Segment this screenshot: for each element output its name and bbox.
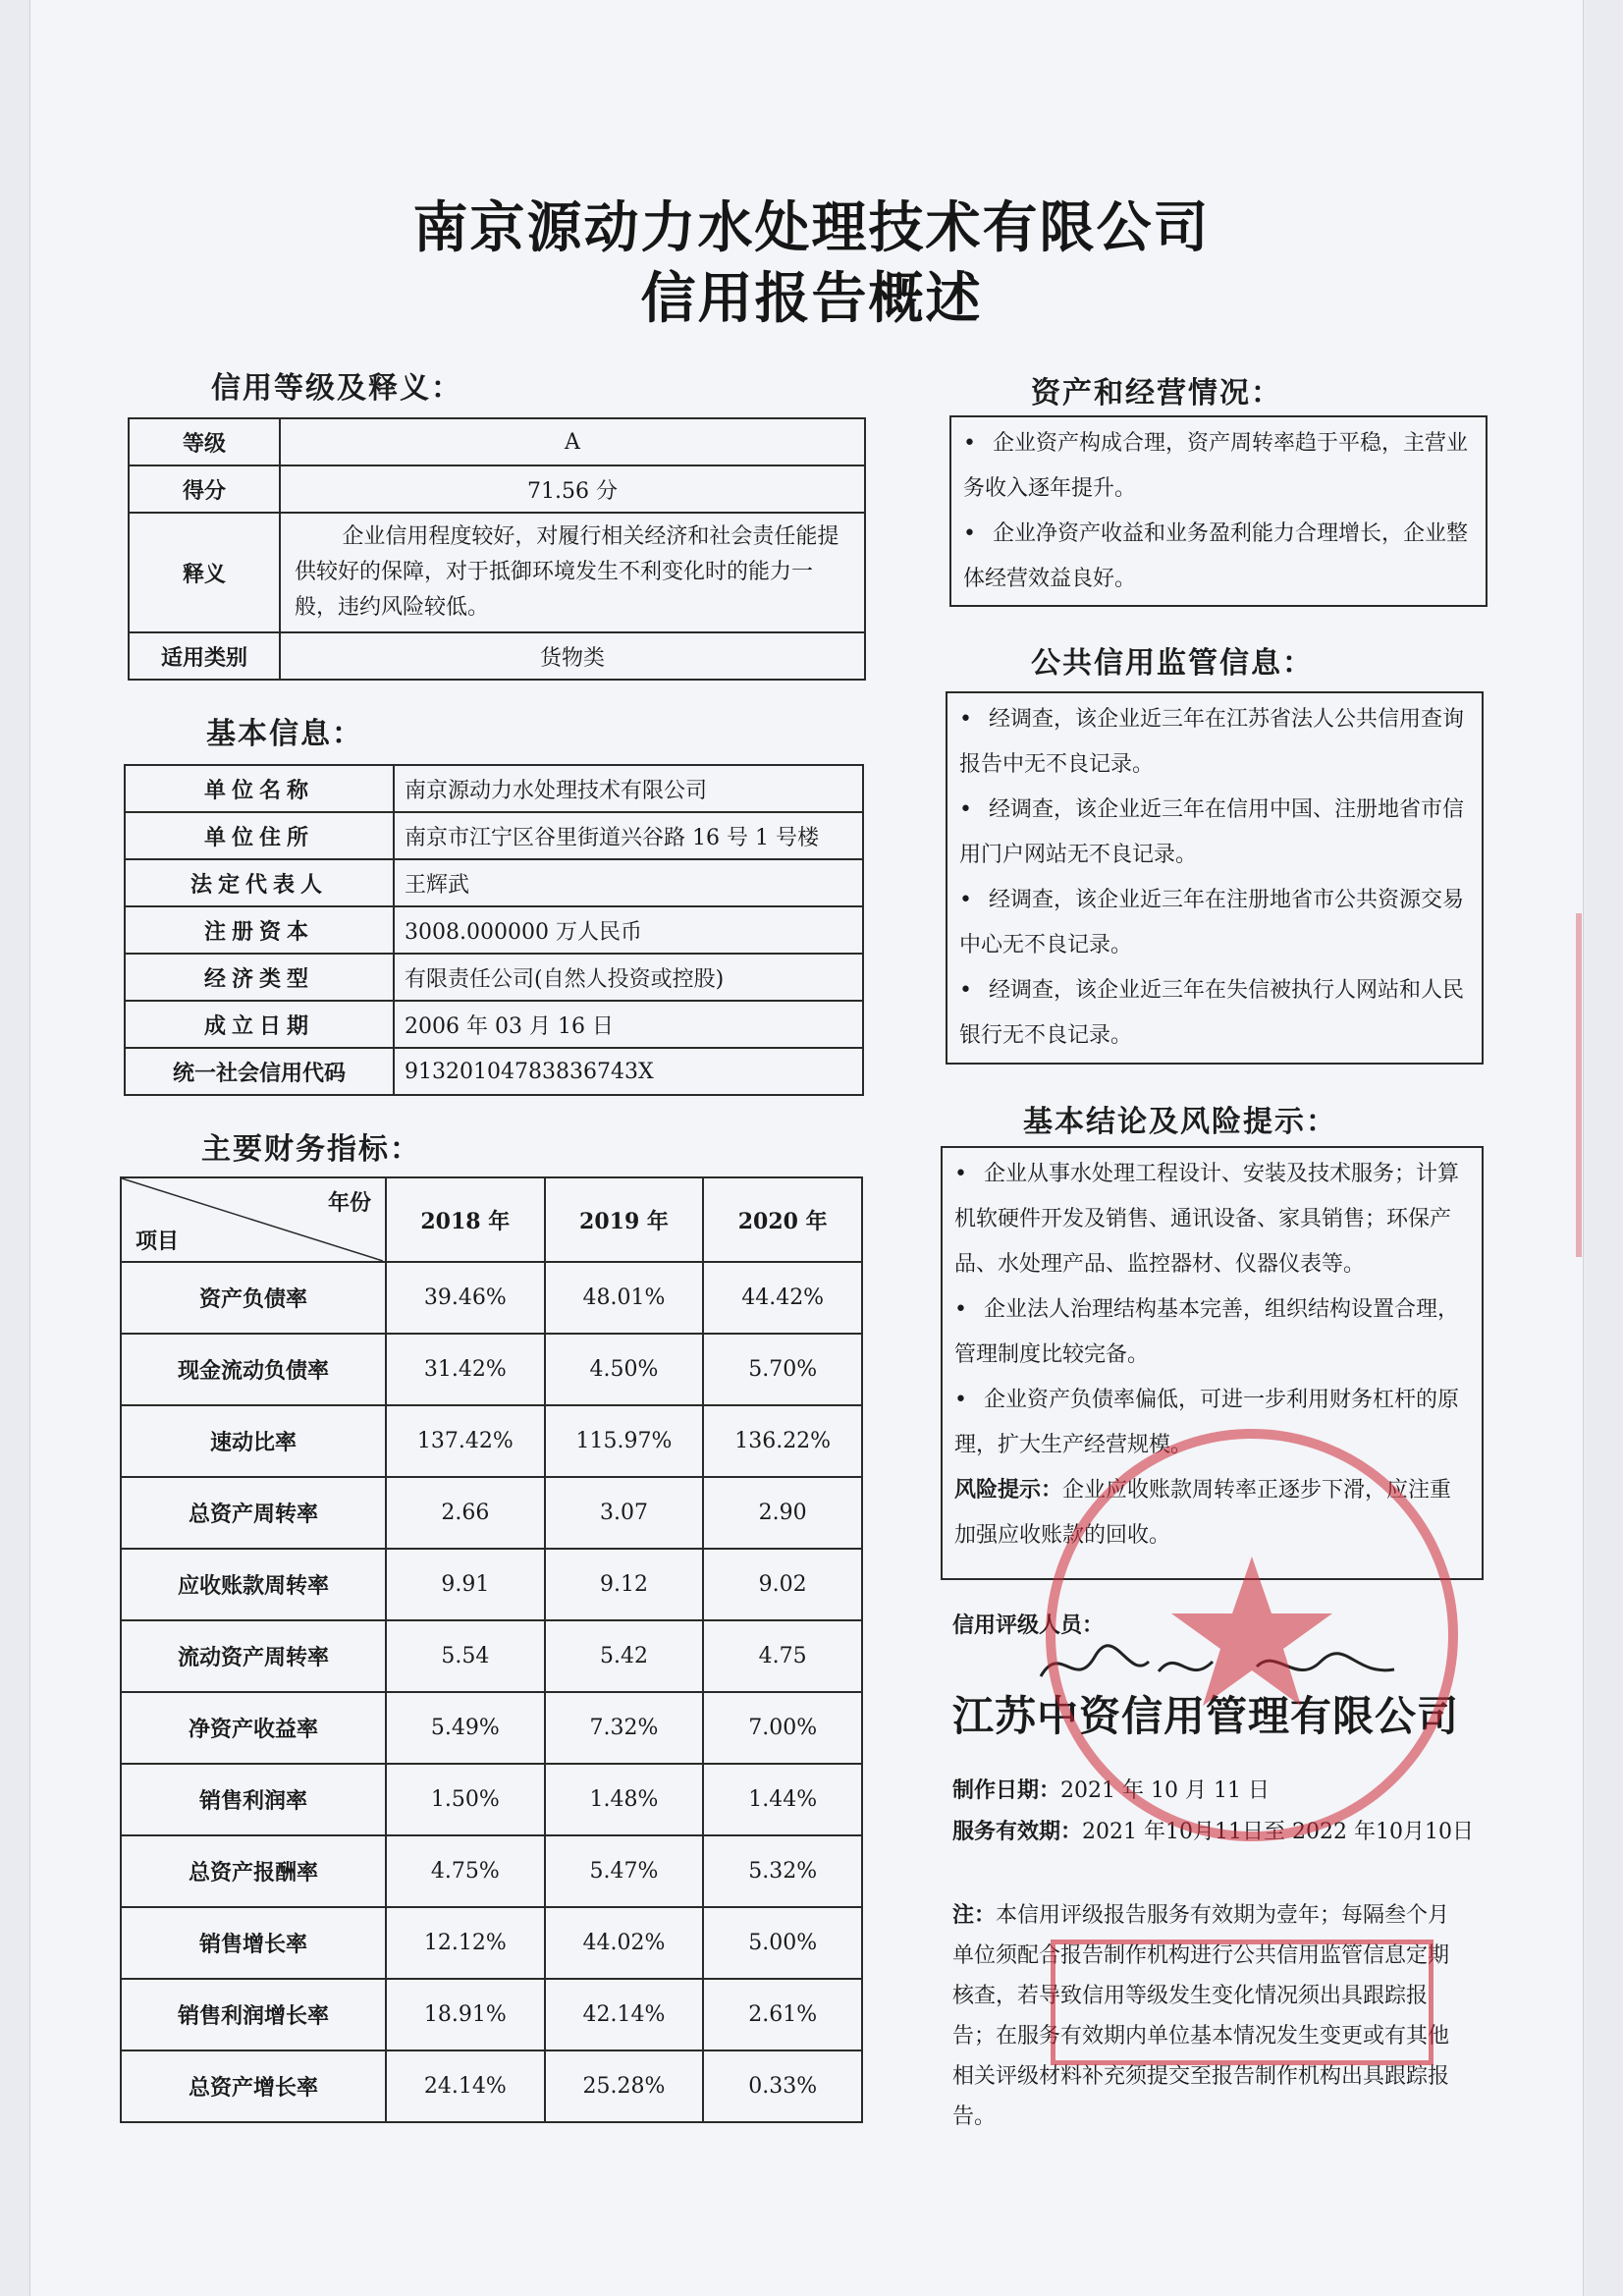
indicator-label: 销售增长率: [121, 1907, 386, 1979]
assets-box: [949, 415, 1488, 607]
credit-rating-table: [128, 417, 866, 681]
indicator-value: 5.42: [545, 1620, 704, 1692]
indicator-value: 4.75%: [386, 1835, 545, 1907]
bullet-icon: •: [963, 431, 976, 456]
table-row: [129, 418, 865, 465]
credit-code-value: 91320104783836743X: [394, 1048, 863, 1095]
table-row: [121, 1620, 862, 1692]
table-row: [125, 765, 863, 812]
table-row: [121, 2050, 862, 2122]
table-row: [121, 1835, 862, 1907]
list-item: • 企业资产负债率偏低，可进一步利用财务杠杆的原理，扩大生产经营规模。: [954, 1378, 1470, 1468]
bullet-icon: •: [954, 1162, 967, 1186]
table-row: [125, 859, 863, 906]
definition-value: 企业信用程度较好，对履行相关经济和社会责任能提供较好的保障，对于抵御环境发生不利变化时的能力一般，违约风险较低。: [280, 513, 865, 632]
bullet-icon: •: [959, 888, 972, 912]
indicator-label: 流动资产周转率: [121, 1620, 386, 1692]
indicator-value: 2.61%: [703, 1979, 862, 2050]
year-header: 2018 年: [386, 1177, 545, 1262]
credit-code-label: 统一社会信用代码: [125, 1048, 394, 1095]
indicator-label: 现金流动负债率: [121, 1334, 386, 1405]
financials-heading: 主要财务指标：: [201, 1132, 421, 1167]
indicator-value: 24.14%: [386, 2050, 545, 2122]
economic-type-label: 经济类型: [125, 954, 394, 1001]
bullet-icon: •: [954, 1388, 967, 1412]
table-corner-cell: [121, 1177, 386, 1262]
risk-note: 风险提示：企业应收账款周转率正逐步下滑，应注重加强应收账款的回收。: [954, 1478, 1452, 1548]
validity-period: 服务有效期：2021 年10月11日至 2022 年10月10日: [952, 1820, 1474, 1844]
basic-info-heading: 基本信息：: [206, 717, 363, 751]
list-item: • 企业净资产收益和业务盈利能力合理增长，企业整体经营效益良好。: [963, 512, 1474, 602]
raters-label: 信用评级人员：: [952, 1613, 1105, 1638]
bullet-icon: •: [959, 978, 972, 1003]
indicator-label: 销售利润率: [121, 1764, 386, 1835]
list-item: • 企业资产构成合理，资产周转率趋于平稳，主营业务收入逐年提升。: [963, 421, 1474, 512]
table-row: [129, 632, 865, 680]
document-subtitle: 信用报告概述: [640, 267, 983, 331]
indicator-label: 资产负债率: [121, 1262, 386, 1334]
economic-type-value: 有限责任公司(自然人投资或控股): [394, 954, 863, 1001]
indicator-label: 总资产报酬率: [121, 1835, 386, 1907]
category-value: 货物类: [280, 632, 865, 680]
company-name-label: 单位名称: [125, 765, 394, 812]
table-row: [121, 1477, 862, 1549]
grade-value: A: [280, 418, 865, 465]
table-row: [129, 513, 865, 632]
side-seal-fragment: [1576, 913, 1611, 1257]
document-title: 南京源动力水处理技术有限公司: [412, 196, 1211, 260]
indicator-value: 44.02%: [545, 1907, 704, 1979]
score-label: 得分: [129, 465, 280, 513]
company-name-value: 南京源动力水处理技术有限公司: [394, 765, 863, 812]
indicator-value: 2.66: [386, 1477, 545, 1549]
indicator-value: 9.12: [545, 1549, 704, 1620]
indicator-value: 4.50%: [545, 1334, 704, 1405]
capital-label: 注册资本: [125, 906, 394, 954]
indicator-value: 18.91%: [386, 1979, 545, 2050]
founded-date-label: 成立日期: [125, 1001, 394, 1048]
list-item: • 经调查，该企业近三年在信用中国、注册地省市信用门户网站无不良记录。: [959, 788, 1470, 878]
indicator-value: 12.12%: [386, 1907, 545, 1979]
indicator-value: 5.49%: [386, 1692, 545, 1764]
table-row: [125, 812, 863, 859]
list-item: • 经调查，该企业近三年在江苏省法人公共信用查询报告中无不良记录。: [959, 697, 1470, 788]
indicator-value: 5.32%: [703, 1835, 862, 1907]
basic-info-table: [124, 764, 864, 1096]
table-row: [121, 1692, 862, 1764]
legal-rep-value: 王辉武: [394, 859, 863, 906]
founded-date-value: 2006 年 03 月 16 日: [394, 1001, 863, 1048]
indicator-value: 3.07: [545, 1477, 704, 1549]
table-row: [125, 1048, 863, 1095]
indicator-value: 1.48%: [545, 1764, 704, 1835]
conclusion-heading: 基本结论及风险提示：: [1023, 1105, 1337, 1139]
indicator-label: 总资产增长率: [121, 2050, 386, 2122]
table-row: [129, 465, 865, 513]
bullet-icon: •: [963, 521, 976, 546]
indicator-value: 5.70%: [703, 1334, 862, 1405]
table-row: [125, 1001, 863, 1048]
round-seal: [1046, 1429, 1458, 1841]
credit-rating-heading: 信用等级及释义：: [211, 371, 462, 406]
table-row: [121, 1334, 862, 1405]
seal-star-icon: [1055, 1439, 1448, 1831]
table-row: [121, 1907, 862, 1979]
indicator-value: 2.90: [703, 1477, 862, 1549]
table-row: [121, 1549, 862, 1620]
table-row: [121, 1979, 862, 2050]
indicator-value: 9.91: [386, 1549, 545, 1620]
address-value: 南京市江宁区谷里街道兴谷路 16 号 1 号楼: [394, 812, 863, 859]
indicator-value: 48.01%: [545, 1262, 704, 1334]
address-label: 单位住所: [125, 812, 394, 859]
financial-indicators-table: [120, 1176, 863, 2123]
bullet-icon: •: [954, 1297, 967, 1322]
score-value: 71.56 分: [280, 465, 865, 513]
definition-label: 释义: [129, 513, 280, 632]
indicator-value: 5.47%: [545, 1835, 704, 1907]
table-row: [121, 1262, 862, 1334]
financial-rows: [121, 1262, 862, 2122]
filing-seal: [1051, 1940, 1434, 2065]
year-header: 2020 年: [703, 1177, 862, 1262]
table-header-row: [121, 1177, 862, 1262]
table-row: [121, 1764, 862, 1835]
table-row: [125, 906, 863, 954]
indicator-value: 31.42%: [386, 1334, 545, 1405]
corner-year-label: 年份: [327, 1190, 371, 1216]
list-item: • 企业法人治理结构基本完善，组织结构设置合理，管理制度比较完备。: [954, 1287, 1470, 1378]
corner-item-label: 项目: [135, 1229, 180, 1254]
public-credit-box: [946, 691, 1484, 1065]
assets-heading: 资产和经营情况：: [1031, 376, 1282, 410]
indicator-value: 4.75: [703, 1620, 862, 1692]
footnote: 注：本信用评级报告服务有效期为壹年；每隔叁个月单位须配合报告制作机构进行公共信用监管信息定期核查，若导致信用等级发生变化情况须出具跟踪报告；在服务有效期内单位基本情况发生变更或有其他相关评级材料补充须提交至报告制作机构出具跟踪报告。: [952, 1903, 1450, 2129]
list-item: • 经调查，该企业近三年在失信被执行人网站和人民银行无不良记录。: [959, 968, 1470, 1059]
indicator-label: 总资产周转率: [121, 1477, 386, 1549]
issuer-company: 江苏中资信用管理有限公司: [952, 1692, 1460, 1740]
public-credit-heading: 公共信用监管信息：: [1031, 646, 1314, 681]
indicator-value: 9.02: [703, 1549, 862, 1620]
indicator-value: 136.22%: [703, 1405, 862, 1477]
indicator-value: 5.54: [386, 1620, 545, 1692]
indicator-value: 1.50%: [386, 1764, 545, 1835]
year-header: 2019 年: [545, 1177, 704, 1262]
indicator-value: 39.46%: [386, 1262, 545, 1334]
category-label: 适用类别: [129, 632, 280, 680]
production-date: 制作日期：2021 年 10 月 11 日: [952, 1778, 1270, 1803]
indicator-value: 115.97%: [545, 1405, 704, 1477]
table-row: [125, 954, 863, 1001]
indicator-value: 7.32%: [545, 1692, 704, 1764]
bullet-icon: •: [959, 797, 972, 822]
capital-value: 3008.000000 万人民币: [394, 906, 863, 954]
legal-rep-label: 法定代表人: [125, 859, 394, 906]
indicator-label: 净资产收益率: [121, 1692, 386, 1764]
list-item: • 企业从事水处理工程设计、安装及技术服务；计算机软硬件开发及销售、通讯设备、家具销售；环保产品、水处理产品、监控器材、仪器仪表等。: [954, 1152, 1470, 1287]
indicator-label: 应收账款周转率: [121, 1549, 386, 1620]
indicator-value: 1.44%: [703, 1764, 862, 1835]
indicator-value: 44.42%: [703, 1262, 862, 1334]
table-row: [121, 1405, 862, 1477]
bullet-icon: •: [959, 707, 972, 732]
indicator-value: 7.00%: [703, 1692, 862, 1764]
list-item: • 经调查，该企业近三年在注册地省市公共资源交易中心无不良记录。: [959, 878, 1470, 968]
indicator-value: 25.28%: [545, 2050, 704, 2122]
page-left-edge: [0, 0, 30, 2296]
indicator-value: 137.42%: [386, 1405, 545, 1477]
indicator-label: 速动比率: [121, 1405, 386, 1477]
grade-label: 等级: [129, 418, 280, 465]
indicator-value: 5.00%: [703, 1907, 862, 1979]
indicator-label: 销售利润增长率: [121, 1979, 386, 2050]
indicator-value: 0.33%: [703, 2050, 862, 2122]
indicator-value: 42.14%: [545, 1979, 704, 2050]
